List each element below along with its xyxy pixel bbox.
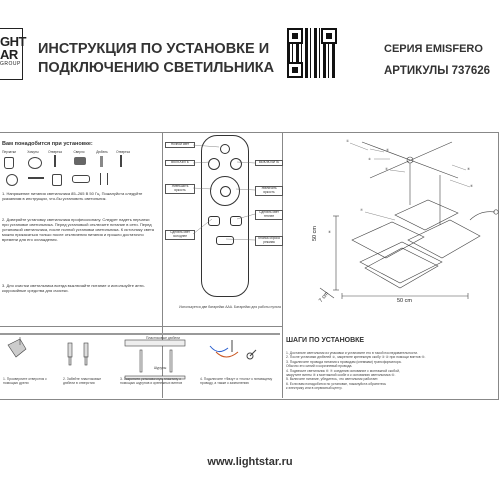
callout-8: ⑧ <box>328 230 332 234</box>
step-item: Обычно это синий и коричневый провода. <box>286 364 353 369</box>
callout-5: ⑤ <box>467 167 471 171</box>
articles-label: АРТИКУЛЫ 737626 <box>384 65 491 77</box>
dimension-height: 50 cm <box>312 226 318 241</box>
dimension-width: 50 cm <box>397 298 412 304</box>
warning-3: 3. Для очистки светильника всегда выключайте питание и используйте анти-коррозийные средства для очистки. <box>2 283 145 293</box>
callout-3: ③ <box>385 167 389 171</box>
callout-2: ② <box>368 157 372 161</box>
logo-line1: GHT <box>0 34 26 49</box>
step-item: 4. Подвесьте светильник ⑥ ⑦ соединив основание с монтажной скобой, <box>286 368 400 373</box>
callout-4: ④ <box>386 148 390 152</box>
tool-label: Отвертка <box>48 150 62 154</box>
remote-label-cold: Сделать свет холоднее <box>165 230 195 240</box>
footer-url[interactable]: www.lightstar.ru <box>207 456 293 468</box>
callout-7: ⑦ <box>360 208 364 212</box>
remote-label-off: ВЫКЛЮЧИТЬ <box>255 160 283 166</box>
logo-line3: GROUP <box>0 61 21 67</box>
remote-label-bright: Увеличить яркость <box>255 186 283 196</box>
install-caption-4: 4. Подключите «Фазу» и «ноль» к питающему проводу, а также к заземлению <box>200 377 273 386</box>
tool-label: Дюбель <box>96 150 108 154</box>
remote-label-warm: Сделать свет теплее <box>255 210 283 220</box>
logo-line2: AR <box>0 47 18 62</box>
tool-label: Перчатки <box>2 150 16 154</box>
step-item: 5. Включите питание, убедитесь, что светильник работает. <box>286 377 379 382</box>
step-item: закрутите винты ⑧ к монтажной скобе и к основанию светильника ⑧. <box>286 373 396 378</box>
remote-label-on: ВКЛЮЧИТЬ <box>165 160 195 166</box>
title-line1: ИНСТРУКЦИЯ ПО УСТАНОВКЕ И <box>38 41 270 57</box>
dimension-depth: 7 cm <box>318 290 331 304</box>
remote-label-dim: Уменьшить яркость <box>165 184 195 194</box>
callout-1: ① <box>346 139 350 143</box>
title-line2: ПОДКЛЮЧЕНИЮ СВЕТИЛЬНИКА <box>38 60 275 76</box>
warning-2: 2. Доверяйте установку светильника профессионалу. Следует надеть перчатки при установке светильника. Перед установкой отключите питание в сети. Перед установкой светильника, после полной установки светильника. К источнику света можно прикасаться только после отключения питания и прошло достаточно времени для его охлаждения. <box>2 217 154 242</box>
tool-label: Отвертка <box>116 150 130 154</box>
warning-1: 1. Напряжение питания светильника 85–265 В 50 Гц. Пожалуйста следуйте указаниям в инструкции, что-бы установить светильник. <box>2 191 143 201</box>
steps-heading: ШАГИ ПО УСТАНОВКЕ <box>286 337 365 344</box>
remote-label-reset: Кнопка сброса режима <box>255 236 283 246</box>
install-caption-1: 1. Просверлите отверстия с помощью дрели <box>3 377 47 386</box>
install-caption-3: 3. Закрепите установочную пластину с помощью шурупов и крепежных винтов <box>120 377 183 386</box>
step-item: к электрику или в сервисный центр. <box>286 386 343 391</box>
tool-label: Сверло <box>73 150 85 154</box>
fasteners-label: Пластиковые дюбели <box>146 336 180 340</box>
remote-label-night: Ночной свет <box>165 142 195 148</box>
tool-label: Хомуты <box>27 150 39 154</box>
step-item: 1. Достаньте светильник из упаковки и установите его в такой последовательности. <box>286 351 418 355</box>
battery-note: Используется две батарейки ААА. Батарейки для работы пульта <box>179 305 281 309</box>
series-label: СЕРИЯ EMISFERO <box>384 43 483 55</box>
step-item: 3. Подключите провода питания к проводам (клеммам) трансформатора. <box>286 359 402 364</box>
step-item: 6. Если вам понадобится по установке, пожалуйста обратитесь <box>286 381 387 386</box>
tools-heading: Вам понадобится при установке: <box>2 141 93 147</box>
install-caption-2: 2. Забейте пластиковые дюбели в отверстия <box>63 377 102 386</box>
callout-6: ⑥ <box>470 184 474 188</box>
step-item: 2. После установки дюбелей ②, закрепите крепежную скобу ③ ④ при помощи винтов ⑤. <box>286 355 426 360</box>
screws-label: Шурупы <box>153 366 167 370</box>
